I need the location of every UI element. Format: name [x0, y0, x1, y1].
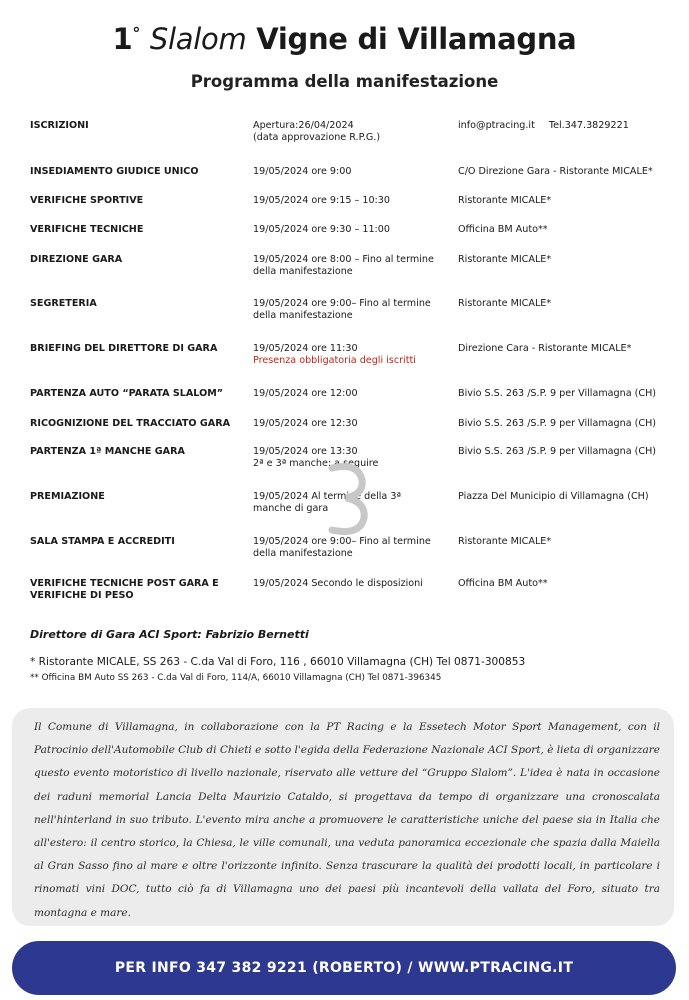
row-label: PREMIAZIONE	[30, 491, 105, 502]
when-line: 19/05/2024 ore 9:00	[253, 166, 352, 177]
when-line: 19/05/2024 Al termine della 3ª	[253, 491, 401, 502]
title-number: 1	[112, 22, 133, 56]
info-banner[interactable]	[12, 941, 676, 995]
row-when	[253, 388, 453, 400]
row-label: PARTENZA 1ª MANCHE GARA	[30, 446, 185, 457]
row-label: VERIFICHE SPORTIVE	[30, 195, 144, 206]
phone-number: Tel.347.3829221	[548, 120, 629, 131]
row-label: BRIEFING DEL DIRETTORE DI GARA	[30, 343, 218, 354]
when-line: 19/05/2024 ore 12:00	[253, 388, 358, 399]
row-when	[253, 195, 453, 207]
when-line: 19/05/2024 ore 9:15 – 10:30	[253, 195, 390, 206]
when-line: della manifestazione	[253, 310, 353, 321]
row-where: Ristorante MICALE*	[458, 254, 552, 265]
when-line: 19/05/2024 ore 9:00– Fino al termine	[253, 298, 431, 309]
row-when	[253, 536, 453, 560]
row-where	[458, 120, 673, 132]
row-where: Officina BM Auto**	[458, 224, 548, 235]
row-label	[30, 578, 250, 602]
row-where: Ristorante MICALE*	[458, 195, 552, 206]
row-where: Officina BM Auto**	[458, 578, 548, 589]
row-when	[253, 120, 453, 144]
row-where: Direzione Cara - Ristorante MICALE*	[458, 343, 632, 354]
row-when	[253, 166, 453, 178]
row-label: VERIFICHE TECNICHE	[30, 224, 144, 235]
row-where: Bivio S.S. 263 /S.P. 9 per Villamagna (CH)	[458, 446, 657, 457]
row-when	[253, 224, 453, 236]
race-director: Direttore di Gara ACI Sport: Fabrizio Bernetti	[30, 628, 309, 641]
footnote-ristorante: * Ristorante MICALE, SS 263 - C.da Val di Foro, 116 , 66010 Villamagna (CH) Tel 0871-300853	[30, 656, 526, 668]
row-label: RICOGNIZIONE DEL TRACCIATO GARA	[30, 418, 231, 429]
watermark-logo	[318, 458, 378, 538]
page-title	[0, 22, 689, 56]
event-description: Il Comune di Villamagna, in collaborazione con la PT Racing e la Essetech Motor Sport Management, con il Patrocinio dell'Automobile Club di Chieti e sotto l'egida della Federazione Nazionale ACI Sport, è lieta di organizzare questo evento motoristico di livello nazionale, riservato alle vetture del “Gruppo Slalom”. L'idea è nata in occasione dei raduni memorial Lancia Delta Maurizio Cataldo, si progettava da tempo di organizzare una cronoscalata nell'hinterland in suo tributo. L'evento mira anche a promuovere le caratteristiche uniche del paese sia in Italia che all'estero: il centro storico, la Chiesa, le ville comunali, una veduta panoramica eccezionale che spazia dalla Maiella al Gran Sasso fino al mare e oltre l'orizzonte infinito. Senza trascurare la qualità dei prodotti locali, in particolare i rinomati vini DOC, tutto ciò fa di Villamagna uno dei paesi più incantevoli della vallata del Foro, situato tra montagna e mare.	[12, 708, 674, 926]
when-line: 19/05/2024 ore 11:30	[253, 343, 358, 354]
when-line: della manifestazione	[253, 548, 353, 559]
title-slalom: Slalom	[149, 22, 247, 56]
row-label: INSEDIAMENTO GIUDICE UNICO	[30, 166, 199, 177]
when-line: manche di gara	[253, 503, 329, 514]
when-line: della manifestazione	[253, 266, 353, 277]
footnote-officina: ** Officina BM Auto SS 263 - C.da Val di Foro, 114/A, 66010 Villamagna (CH) Tel 0871-396345	[30, 673, 442, 683]
email-link[interactable]: info@ptracing.it	[458, 120, 535, 131]
row-where: C/O Direzione Gara - Ristorante MICALE*	[458, 166, 653, 177]
row-where: Bivio S.S. 263 /S.P. 9 per Villamagna (CH)	[458, 388, 657, 399]
row-where: Bivio S.S. 263 /S.P. 9 per Villamagna (CH)	[458, 418, 657, 429]
title-degree: °	[132, 24, 141, 43]
info-banner-text: PER INFO 347 382 9221 (ROBERTO) / WWW.PTRACING.IT	[114, 960, 574, 976]
label-line: VERIFICHE TECNICHE POST GARA E	[30, 578, 219, 589]
row-when	[253, 418, 453, 430]
when-line: 19/05/2024 ore 8:00 – Fino al termine	[253, 254, 434, 265]
when-line: 19/05/2024 ore 9:00– Fino al termine	[253, 536, 431, 547]
row-label: SEGRETERIA	[30, 298, 97, 309]
row-label: ISCRIZIONI	[30, 120, 89, 131]
row-where: Ristorante MICALE*	[458, 298, 552, 309]
row-label: PARTENZA AUTO “PARATA SLALOM”	[30, 388, 224, 399]
row-when	[253, 578, 453, 590]
when-line: (data approvazione R.P.G.)	[253, 132, 381, 143]
row-where: Piazza Del Municipio di Villamagna (CH)	[458, 491, 649, 502]
when-line: 19/05/2024 Secondo le disposizioni	[253, 578, 423, 589]
when-line: 19/05/2024 ore 13:30	[253, 446, 358, 457]
page-subtitle: Programma della manifestazione	[190, 72, 499, 91]
row-when	[253, 298, 453, 322]
title-rest: Vigne di Villamagna	[256, 22, 577, 56]
mandatory-note: Presenza obbligatoria degli iscritti	[253, 355, 416, 366]
row-where: Ristorante MICALE*	[458, 536, 552, 547]
when-line: Apertura:26/04/2024	[253, 120, 354, 131]
label-line: VERIFICHE DI PESO	[30, 590, 134, 601]
when-line: 19/05/2024 ore 9:30 – 11:00	[253, 224, 390, 235]
row-when	[253, 254, 453, 278]
row-label: SALA STAMPA E ACCREDITI	[30, 536, 175, 547]
when-line: 19/05/2024 ore 12:30	[253, 418, 358, 429]
row-when	[253, 343, 453, 367]
row-label: DIREZIONE GARA	[30, 254, 123, 265]
when-line: 2ª e 3ª manche: a seguire	[253, 458, 379, 469]
